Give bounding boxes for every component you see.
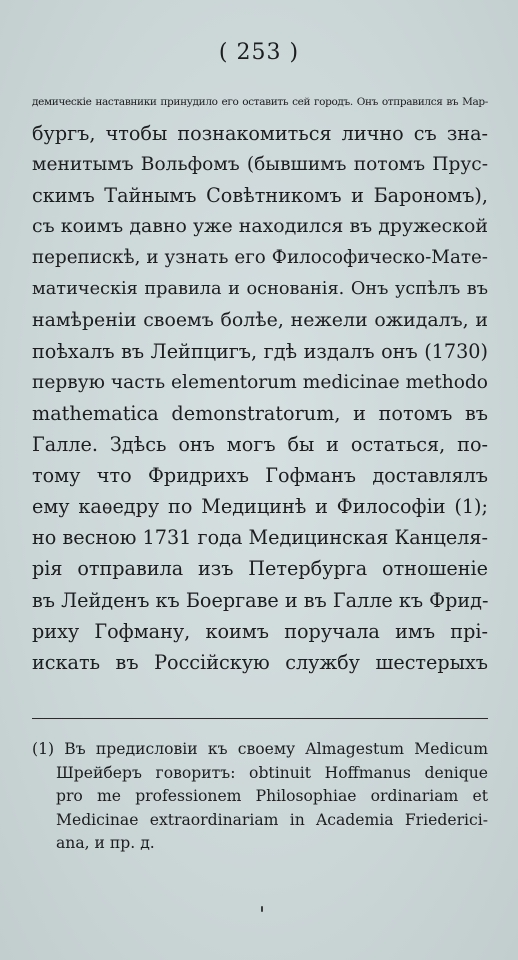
body-line-17: въ Лейденъ къ Боергаве и въ Галле къ Фрид-	[32, 588, 489, 612]
body-line-7: матическія правила и основанія. Онъ успѣлъ въ	[32, 278, 488, 299]
body-line-8: намѣреніи своемъ болѣе, нежели ожидалъ, и	[32, 308, 488, 331]
body-line-18: риху Гофману, коимъ поручала имъ прі-	[32, 619, 488, 643]
body-line-15: но весною 1731 года Медицинская Канцеля-	[32, 526, 488, 550]
body-text	[32, 87, 488, 678]
body-line-1: демическіе наставники принудило его оставить сей городъ. Онъ отправился въ Мар-	[32, 96, 488, 108]
body-line-4: скимъ Тайнымъ Совѣтникомъ и Барономъ),	[32, 184, 488, 208]
footnote-separator	[32, 718, 488, 719]
footnote-line-4: Medicinae extraordinariam in Academia Friederici-	[56, 810, 488, 829]
page-number: ( 253 )	[218, 40, 300, 65]
body-line-11: mathematica demonstratorum, и потомъ въ	[32, 401, 488, 425]
ink-speck	[261, 906, 263, 912]
footnote-line-5: ana, и пр. д.	[56, 834, 155, 853]
footnote-line-1: (1) Въ предисловіи къ своему Almagestum Medicum	[32, 740, 488, 758]
body-line-10: первую часть elementorum medicinae methodo	[32, 371, 488, 393]
body-line-12: Галле. Здѣсь онъ могъ бы и остаться, по-	[32, 433, 488, 457]
footnote-line-3: pro me professionem Philosophiae ordinariam et	[56, 787, 488, 806]
body-line-5: съ коимъ давно уже находился въ дружеской	[32, 215, 488, 238]
body-line-16: рія отправила изъ Петербурга отношеніе	[32, 557, 488, 581]
body-line-2: бургъ, чтобы познакомиться лично съ зна-	[32, 122, 488, 146]
body-line-13: тому что Фридрихъ Гофманъ доставлялъ	[32, 464, 488, 488]
footnote-line-2: Шрейберъ говоритъ: obtinuit Hoffmanus denique	[56, 763, 488, 782]
footnote	[32, 738, 488, 856]
body-line-3: менитымъ Вольфомъ (бывшимъ потомъ Прус-	[32, 154, 488, 176]
body-line-6: перепискѣ, и узнать его Философическо-Мате-	[32, 247, 488, 269]
body-line-14: ему каѳедру по Медицинѣ и Философіи (1);	[32, 495, 488, 519]
body-line-9: поѣхалъ въ Лейпцигъ, гдѣ издалъ онъ (1730)	[32, 339, 488, 363]
body-line-19: искать въ Россійскую службу шестерыхъ	[32, 650, 488, 674]
